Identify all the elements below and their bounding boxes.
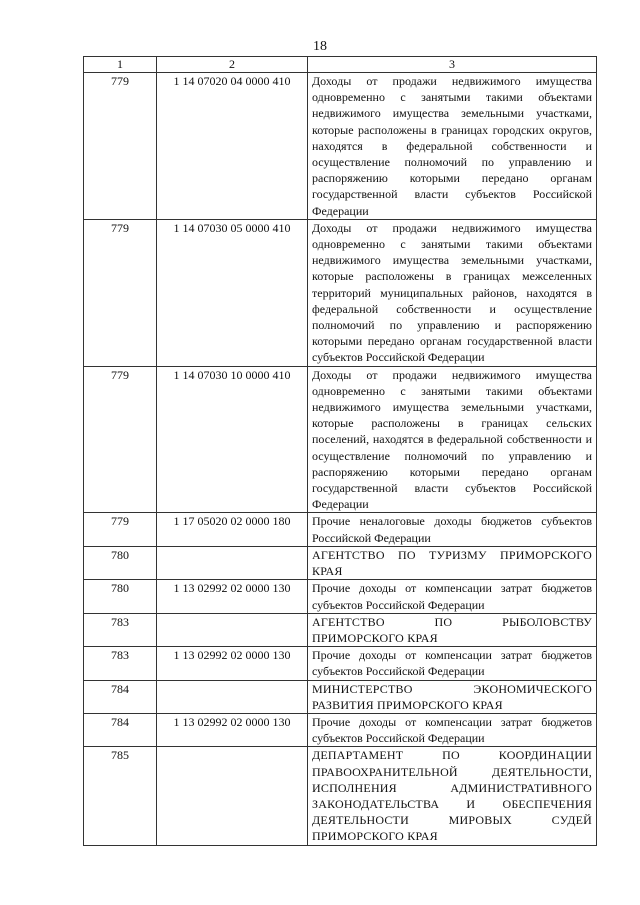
admin-code-cell: 779 [84,513,157,546]
budget-classification-code-cell [157,546,308,579]
table-row [84,713,597,746]
budget-classification-code-cell: 1 13 02992 02 0000 130 [157,580,308,613]
table-row [84,73,597,220]
budget-classification-code-cell: 1 14 07020 04 0000 410 [157,73,308,220]
column-header-1: 1 [84,57,157,73]
budget-classification-code-cell: 1 13 02992 02 0000 130 [157,647,308,680]
organization-name-cell: АГЕНТСТВО ПО РЫБОЛОВСТВУ ПРИМОРСКОГО КРАЯ [308,613,597,646]
revenue-description-cell: Прочие доходы от компенсации затрат бюджетов субъектов Российской Федерации [308,580,597,613]
table-row [84,546,597,579]
organization-name-cell: ДЕПАРТАМЕНТ ПО КООРДИНАЦИИ ПРАВООХРАНИТЕЛЬНОЙ ДЕЯТЕЛЬНОСТИ, ИСПОЛНЕНИЯ АДМИНИСТРАТИВНОГО ЗАКОНОДАТЕЛЬСТВА И ОБЕСПЕЧЕНИЯ ДЕЯТЕЛЬНОСТИ МИРОВЫХ СУДЕЙ ПРИМОРСКОГО КРАЯ [308,747,597,845]
table-row [84,747,597,845]
admin-code-cell: 780 [84,580,157,613]
revenue-description-cell: Доходы от продажи недвижимого имущества одновременно с занятыми такими объектами недвижимого имущества земельными участками, которые расположены в границах сельских поселений, находятся в федеральной собственности и осуществление полномочий по управлению и распоряжению которыми передано органам государственной власти субъектов Российской Федерации [308,366,597,513]
admin-code-cell: 785 [84,747,157,845]
revenue-description-cell: Прочие доходы от компенсации затрат бюджетов субъектов Российской Федерации [308,647,597,680]
budget-classification-code-cell [157,747,308,845]
budget-classification-code-cell: 1 17 05020 02 0000 180 [157,513,308,546]
admin-code-cell: 779 [84,73,157,220]
budget-classification-code-cell: 1 14 07030 05 0000 410 [157,219,308,366]
budget-classification-code-cell: 1 14 07030 10 0000 410 [157,366,308,513]
organization-name-cell: АГЕНТСТВО ПО ТУРИЗМУ ПРИМОРСКОГО КРАЯ [308,546,597,579]
admin-code-cell: 784 [84,680,157,713]
table-row [84,513,597,546]
revenue-description-cell: Доходы от продажи недвижимого имущества одновременно с занятыми такими объектами недвижимого имущества земельными участками, которые расположены в границах межселенных территорий муниципальных районов, находятся в федеральной собственности и осуществление полномочий по управлению и распоряжению которыми передано органам государственной власти субъектов Российской Федерации [308,219,597,366]
table-row [84,580,597,613]
admin-code-cell: 779 [84,366,157,513]
budget-classification-code-cell [157,613,308,646]
page-number: 18 [313,39,327,54]
budget-classification-code-cell: 1 13 02992 02 0000 130 [157,713,308,746]
admin-code-cell: 780 [84,546,157,579]
admin-code-cell: 783 [84,647,157,680]
revenue-description-cell: Прочие неналоговые доходы бюджетов субъектов Российской Федерации [308,513,597,546]
table-header-row [84,57,597,73]
table-row [84,680,597,713]
revenue-codes-table [83,56,597,846]
column-header-3: 3 [308,57,597,73]
budget-classification-code-cell [157,680,308,713]
admin-code-cell: 783 [84,613,157,646]
table-row [84,366,597,513]
table-row [84,613,597,646]
admin-code-cell: 784 [84,713,157,746]
organization-name-cell: МИНИСТЕРСТВО ЭКОНОМИЧЕСКОГО РАЗВИТИЯ ПРИМОРСКОГО КРАЯ [308,680,597,713]
revenue-description-cell: Прочие доходы от компенсации затрат бюджетов субъектов Российской Федерации [308,713,597,746]
admin-code-cell: 779 [84,219,157,366]
table-row [84,647,597,680]
column-header-2: 2 [157,57,308,73]
revenue-description-cell: Доходы от продажи недвижимого имущества одновременно с занятыми такими объектами недвижимого имущества земельными участками, которые расположены в границах городских округов, находятся в федеральной собственности и осуществление полномочий по управлению и распоряжению которыми передано органам государственной власти субъектов Российской Федерации [308,73,597,220]
table-row [84,219,597,366]
